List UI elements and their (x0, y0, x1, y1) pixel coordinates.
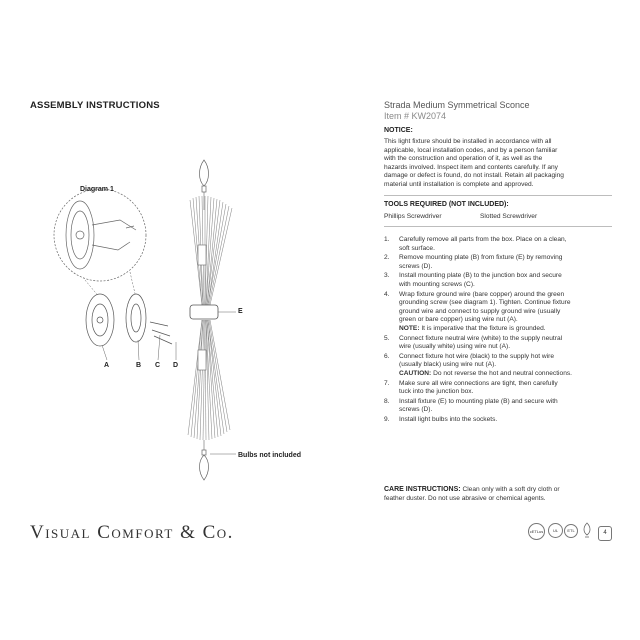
step-item (384, 353, 614, 370)
assembly-diagram (40, 150, 340, 490)
fixture-center-band (190, 305, 236, 319)
lower-rod-fan (188, 320, 230, 440)
ul-certification-icon: UL (548, 523, 563, 538)
part-letter-b: B (136, 362, 142, 369)
bulbs-not-included-label: Bulbs not included (238, 452, 301, 459)
divider (384, 195, 612, 196)
part-letter-e: E (238, 308, 243, 315)
tool-item: Slotted Screwdriver (480, 213, 538, 220)
part-letter-a: A (104, 362, 110, 369)
step-line: Carefully remove all parts from the box. Place on a clean, (399, 236, 567, 243)
notice-text (384, 138, 614, 190)
caution-text: Do not reverse the hot and neutral connections. (431, 369, 572, 377)
upper-rod-fan (190, 196, 232, 305)
step-item (384, 416, 614, 425)
step-line: Connect fixture hot wire (black) to the supply hot wire (399, 352, 555, 360)
etl-certification-icon: ETL (564, 524, 578, 538)
notice-line: damage or defect is found, do not install. Retain all packaging (384, 172, 564, 180)
notice-line: applicable, local installation codes, and by a person familiar (384, 146, 558, 154)
step-line: ground wire and connect to supply ground wire (usually (399, 307, 561, 315)
notice-line: hazards involved. Inspect item and contents carefully. If any (384, 163, 558, 171)
step-item (384, 236, 614, 253)
tools-heading: TOOLS REQUIRED (NOT INCLUDED): (384, 201, 509, 208)
step-line: grounding screw (see diagram 1). Tighten. Continue fixture (399, 299, 571, 307)
brand-logo: Visual Comfort & Co. (30, 522, 234, 543)
step-item (384, 380, 614, 397)
step-line: Connect fixture neutral wire (white) to the supply neutral (399, 334, 563, 342)
tool-item: Phillips Screwdriver (384, 213, 442, 220)
care-instructions (384, 486, 614, 503)
step-note (384, 325, 614, 334)
cetlus-certification-icon: cETLus (528, 523, 545, 540)
bottom-bulb-illustration (200, 450, 209, 480)
step-number: 1. (384, 236, 390, 243)
step-number: 7. (384, 379, 390, 387)
care-label: CARE INSTRUCTIONS: (384, 486, 461, 493)
step-line: screws (D). (399, 406, 433, 414)
step-line: Wrap fixture ground wire (bare copper) around the green (399, 290, 565, 298)
care-text: feather duster. Do not use abrasive or chemical agents. (384, 494, 546, 502)
step-line: tuck into the junction box. (399, 388, 474, 396)
caution-label: CAUTION: (399, 369, 432, 377)
step-number: 4. (384, 290, 390, 298)
step-item (384, 254, 614, 271)
step-number: 2. (384, 254, 390, 262)
step-item (384, 398, 614, 415)
step-number: 6. (384, 352, 390, 360)
part-letter-d: D (173, 362, 179, 369)
item-number: Item # KW2074 (384, 111, 447, 121)
step-line: (usually black) using wire nut (A). (399, 361, 497, 369)
instruction-steps (384, 236, 614, 424)
step-line: green or bare copper) using wire nut (A). (399, 316, 518, 324)
divider (384, 226, 612, 227)
care-text: Clean only with a soft dry cloth or (460, 486, 560, 493)
notice-line: This light fixture should be installed in accordance with all (384, 138, 552, 145)
step-line: soft surface. (399, 244, 435, 252)
section-title: ASSEMBLY INSTRUCTIONS (30, 100, 160, 111)
step-line: Install fixture (E) to mounting plate (B) and secure with (399, 397, 558, 405)
top-bulb-illustration (200, 160, 209, 192)
step-caution (384, 370, 614, 379)
step-line: screws (D). (399, 262, 433, 270)
page-number: 4 (598, 526, 612, 541)
part-letter-c: C (155, 362, 161, 369)
diagram-1-detail (54, 189, 146, 281)
step-line: Make sure all wire connections are tight, then carefully (399, 379, 558, 387)
step-line: with mounting screws (C). (399, 280, 475, 288)
step-line: Remove mounting plate (B) from fixture (E) by removing (399, 254, 563, 262)
step-number: 5. (384, 334, 390, 342)
step-line: Install light bulbs into the sockets. (399, 415, 498, 423)
step-line: Install mounting plate (B) to the junction box and secure (399, 272, 562, 280)
notice-heading: NOTICE: (384, 127, 413, 134)
step-item (384, 335, 614, 352)
step-number: 3. (384, 272, 390, 280)
diagram-1-label: Diagram 1 (80, 186, 114, 193)
step-line: wire (usually white) using wire nut (A). (399, 343, 511, 351)
notice-line: with the construction and operation of it, as well as the (384, 155, 543, 163)
step-number: 9. (384, 415, 390, 423)
note-label: NOTE: (399, 324, 420, 332)
note-text: It is imperative that the fixture is grounded. (419, 324, 546, 332)
bulb-icon (580, 522, 594, 540)
junction-box-illustration (86, 294, 172, 346)
step-item (384, 291, 614, 325)
product-title: Strada Medium Symmetrical Sconce (384, 100, 530, 110)
notice-line: material until installation is complete and approved. (384, 180, 534, 188)
step-number: 8. (384, 397, 390, 405)
step-item (384, 272, 614, 289)
